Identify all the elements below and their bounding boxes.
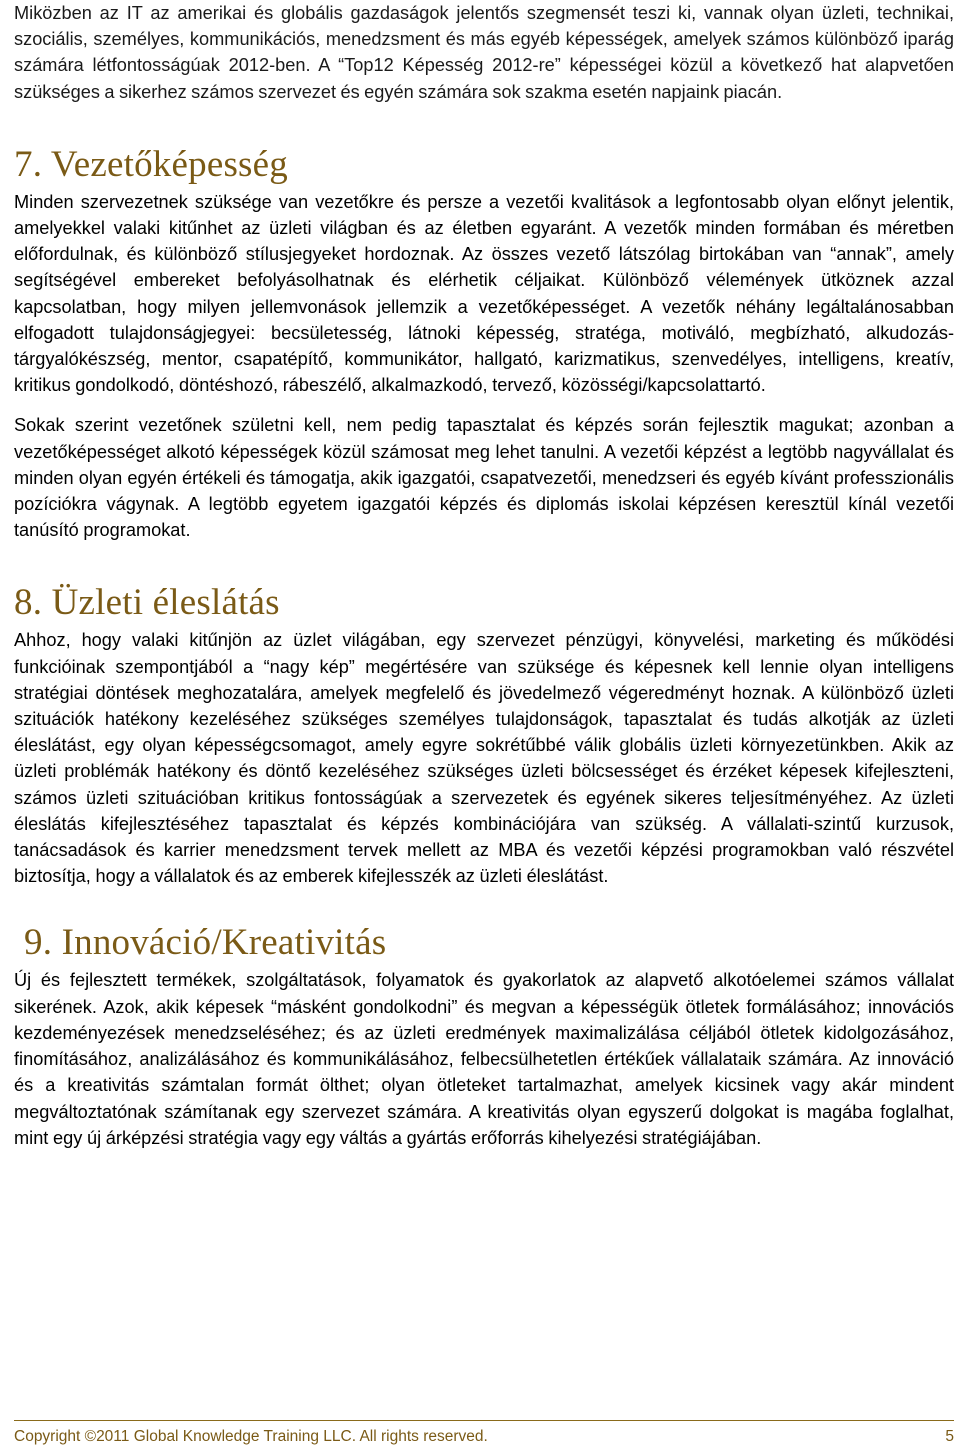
page-number: 5 (945, 1428, 954, 1445)
section-7-paragraph-2: Sokak szerint vezetőnek születni kell, nem pedig tapasztalat és képzés során fejlesztik magukat; azonban a vezetőképességet alkotó képességek közül számosat meg lehet tanulni. A vezetői képzést a legtöbb nagyvállalat és minden olyan egyén értékeli és támogatja, akik igazgatói, csapatvezetői, menedzseri és egyéb kívánt professzionális pozíciókra vágynak. A legtöbb egyetem igazgatói képzés és diplomás iskolai képzésen keresztül kínál vezetői tanúsító programokat. (14, 415, 954, 541)
section-9-heading: 9. Innováció/Kreativitás (24, 922, 387, 964)
section-9-paragraph-1: Új és fejlesztett termékek, szolgáltatások, folyamatok és gyakorlatok az alapvető alkotóelemei számos vállalat sikerének. Azok, akik képesek “másként gondolkodni” és megvan a képességük ötletek formálásához; innovációs kezdeményezések menedzseléséhez; és az üzleti eredmények maximalizálása céljából ötletek kidolgozásához, finomításához, analizálásához és kommunikálásához, felbecsülhetetlen értékűek vállalataik számára. Az innováció és a kreativitás számtalan formát ölthet; olyan ötleteket tartalmazhat, amelyek kicsinek vagy akár mindent megváltoztatónak számítanak egy szervezet számára. A kreativitás olyan egyszerű dolgokat is magába foglalhat, mint egy új árképzési stratégia vagy egy váltás a gyártás erőforrás kihelyezési stratégiájában. (14, 970, 954, 1148)
section-7-paragraph-1: Minden szervezetnek szüksége van vezetőkre és persze a vezetői kvalitások a legfontosabb olyan előnyt jelentik, amelyekkel valaki kitűnhet az üzleti világban és az életben egyaránt. A vezetők minden formában és méretben előfordulnak, és különböző stílusjegyeket hordoznak. Az összes vezető látszólag birtokában van “annak”, amely segítségével embereket befolyásolhatnak és elérhetik céljaikat. Különböző vélemények ütköznek azzal kapcsolatban, hogy milyen jellemvonások jellemzik a vezetőképességet. A vezetők néhány legáltalánosabban elfogadott tulajdonságjegyei: becsületesség, látnoki képesség, stratéga, motiváló, megbízható, alkudozás-tárgyalókészség, mentor, csapatépítő, kommunikátor, hallgató, karizmatikus, szenvedélyes, intelligens, kreatív, kritikus gondolkodó, döntéshozó, rábeszélő, alkalmazkodó, tervező, közösségi/kapcsolattartó. (14, 191, 954, 396)
section-8-heading: 8. Üzleti éleslátás (14, 582, 280, 624)
intro-paragraph: Miközben az IT az amerikai és globális gazdaságok jelentős szegmensét teszi ki, vannak olyan üzleti, technikai, szociális, személyes, kommunikációs, menedzsment és más egyéb képességek, amelyek számos különböző iparág számára létfontosságúak 2012-ben. A “Top12 Képesség 2012-re” képességei közül a következő hat alapvetően szükséges a sikerhez számos szervezet és egyén számára sok szakma esetén napjaink piacán. (14, 3, 954, 102)
copyright-notice: Copyright ©2011 Global Knowledge Training LLC. All rights reserved. (14, 1428, 488, 1445)
page-footer (14, 1420, 954, 1447)
section-7-heading: 7. Vezetőképesség (14, 143, 288, 185)
section-8-paragraph-1: Ahhoz, hogy valaki kitűnjön az üzlet világában, egy szervezet pénzügyi, könyvelési, marketing és működési funkcióinak szempontjából a “nagy kép” megértésére van szüksége és képesnek kell lennie olyan intelligens stratégiai döntések meghozatalára, amelyek megfelelő és jövedelmező végeredményt hoznak. A különböző üzleti szituációk hatékony kezeléséhez szükséges személyes tulajdonságok, tapasztalat és tudás alkotják az üzleti éleslátást, egy olyan képességcsomagot, amely egyre sokrétűbbé válik globális üzleti környezetünkben. Akik az üzleti problémák hatékony és döntő kezeléséhez szükséges üzleti bölcsességet és érzéket képesek kifejleszteni, számos üzleti szituációban kritikus fontosságúak a szervezetek és egyének sikeres teljesítményéhez. Az üzleti éleslátás kifejlesztéséhez tapasztalat és képzés kombinációjára van szükség. A vállalati-szintű kurzusok, tanácsadások és karrier menedzsment tervek mellett az MBA és vezetői képzési programokban való részvétel biztosítja, hogy a vállalatok és az emberek kifejlesszék az üzleti éleslátást. (14, 630, 954, 887)
document-page (14, 0, 954, 1151)
